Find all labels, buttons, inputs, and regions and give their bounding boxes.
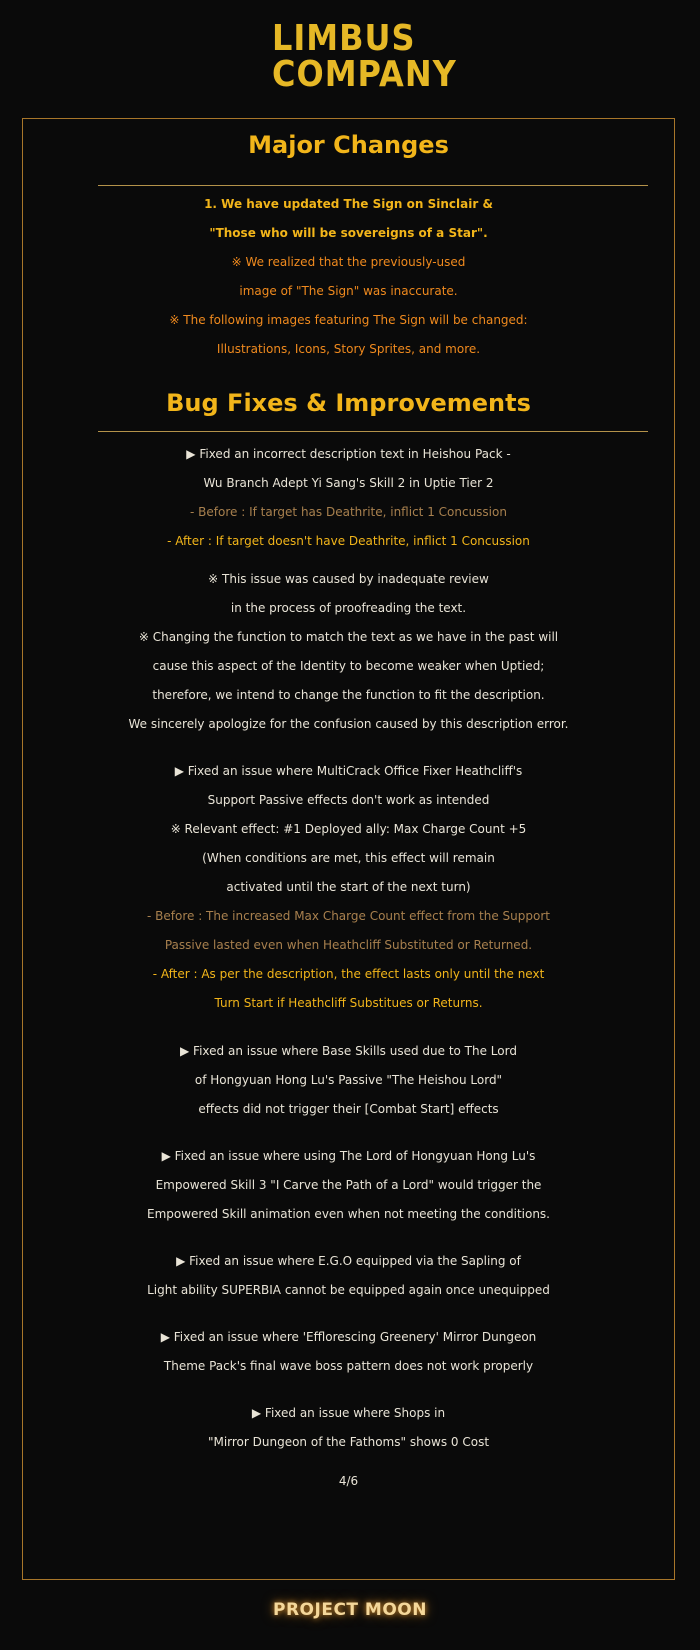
major-line: Illustrations, Icons, Story Sprites, and more. xyxy=(216,342,481,356)
fix-before-line: - Before : The increased Max Charge Count effect from the Support xyxy=(147,909,550,923)
note-line: ※ Changing the function to match the text as we have in the past will xyxy=(138,630,559,644)
logo-wordmark xyxy=(272,17,457,95)
fix-line: ▶ Fixed an issue where MultiCrack Office Fixer Heathcliff's xyxy=(174,764,523,778)
note-line: activated until the start of the next turn) xyxy=(226,880,471,894)
fix-line: Light ability SUPERBIA cannot be equipped again once unequipped xyxy=(147,1283,550,1297)
major-line: image of "The Sign" was inaccurate. xyxy=(239,284,458,298)
fix-line: effects did not trigger their [Combat Start] effects xyxy=(198,1102,499,1116)
logo-line-2: COMPANY xyxy=(272,53,457,95)
fix-line: "Mirror Dungeon of the Fathoms" shows 0 Cost xyxy=(207,1435,490,1449)
patch-notes-panel xyxy=(22,118,675,1580)
major-changes-heading: Major Changes xyxy=(248,131,449,159)
fix-after-line: Turn Start if Heathcliff Substitues or Returns. xyxy=(214,996,483,1010)
fix-line: Wu Branch Adept Yi Sang's Skill 2 in Uptie Tier 2 xyxy=(203,476,494,490)
bug-fixes-divider xyxy=(98,431,648,432)
note-line: ※ This issue was caused by inadequate review xyxy=(208,572,489,586)
fix-before-line: Passive lasted even when Heathcliff Substituted or Returned. xyxy=(164,938,533,952)
major-line: ※ The following images featuring The Sign will be changed: xyxy=(169,313,528,327)
fix-line: Empowered Skill 3 "I Carve the Path of a Lord" would trigger the xyxy=(155,1178,542,1192)
project-moon-footer: PROJECT MOON xyxy=(273,1600,427,1620)
fix-after-line: - After : If target doesn't have Deathrite, inflict 1 Concussion xyxy=(167,534,530,548)
major-divider xyxy=(98,185,648,186)
fix-line: ▶ Fixed an issue where using The Lord of Hongyuan Hong Lu's xyxy=(161,1149,536,1163)
logo-line-1: LIMBUS xyxy=(272,17,416,59)
note-line: (When conditions are met, this effect will remain xyxy=(202,851,495,865)
fix-line: of Hongyuan Hong Lu's Passive "The Heishou Lord" xyxy=(194,1073,503,1087)
major-line: 1. We have updated The Sign on Sinclair & xyxy=(204,197,493,211)
page-indicator: 4/6 xyxy=(338,1474,359,1488)
limbus-company-logo xyxy=(266,14,457,98)
fix-line: ▶ Fixed an incorrect description text in Heishou Pack - xyxy=(186,447,511,461)
fix-line: ▶ Fixed an issue where Base Skills used due to The Lord xyxy=(180,1044,517,1058)
fix-line: ▶ Fixed an issue where 'Efflorescing Greenery' Mirror Dungeon xyxy=(160,1330,537,1344)
fix-before-line: - Before : If target has Deathrite, inflict 1 Concussion xyxy=(190,505,507,519)
fix-line: ▶ Fixed an issue where E.G.O equipped via the Sapling of xyxy=(176,1254,521,1268)
fix-line: Empowered Skill animation even when not meeting the conditions. xyxy=(147,1207,550,1221)
note-line: cause this aspect of the Identity to become weaker when Uptied; xyxy=(152,659,545,673)
bug-fixes-heading: Bug Fixes & Improvements xyxy=(166,389,531,417)
fix-line: Theme Pack's final wave boss pattern does not work properly xyxy=(163,1359,534,1373)
fix-line: Support Passive effects don't work as intended xyxy=(207,793,490,807)
fix-line: ▶ Fixed an issue where Shops in xyxy=(251,1406,446,1420)
note-line: in the process of proofreading the text. xyxy=(230,601,467,615)
note-line: We sincerely apologize for the confusion caused by this description error. xyxy=(128,717,569,731)
fix-after-line: - After : As per the description, the effect lasts only until the next xyxy=(152,967,545,981)
major-line: ※ We realized that the previously-used xyxy=(231,255,466,269)
major-line: "Those who will be sovereigns of a Star". xyxy=(209,226,488,240)
note-line: ※ Relevant effect: #1 Deployed ally: Max Charge Count +5 xyxy=(170,822,527,836)
note-line: therefore, we intend to change the function to fit the description. xyxy=(152,688,545,702)
